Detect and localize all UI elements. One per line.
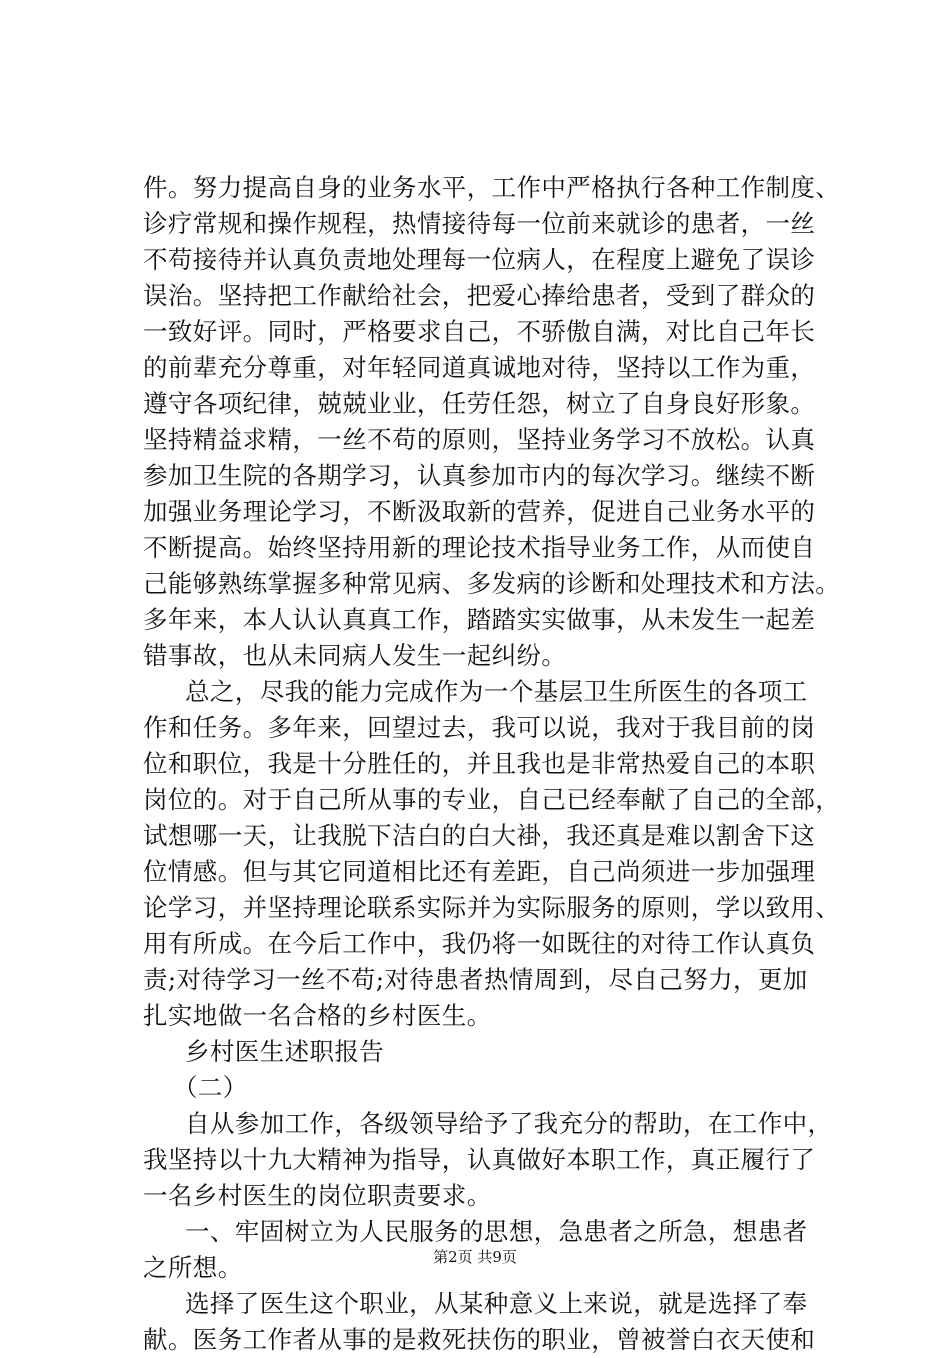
section-title: 乡村医生述职报告 <box>185 1037 385 1066</box>
text-line: 用有所成。在今后工作中，我仍将一如既往的对待工作认真负 <box>143 929 816 958</box>
text-line: 试想哪一天，让我脱下洁白的白大褂，我还真是难以割舍下这 <box>143 821 816 850</box>
text-line: 之所想。 <box>143 1253 243 1282</box>
subheading-line: 一、牢固树立为人民服务的思想，急患者之所急，想患者 <box>185 1217 808 1246</box>
document-body <box>143 170 843 1358</box>
text-line: 岗位的。对于自己所从事的专业，自己已经奉献了自己的全部， <box>143 785 841 814</box>
text-line: 误治。坚持把工作献给社会，把爱心捧给患者，受到了群众的 <box>143 281 816 310</box>
text-line: 件。努力提高自身的业务水平，工作中严格执行各种工作制度、 <box>143 173 841 202</box>
text-line: 坚持精益求精，一丝不苟的原则，坚持业务学习不放松。认真 <box>143 425 816 454</box>
text-line: 位和职位，我是十分胜任的，并且我也是非常热爱自己的本职 <box>143 749 816 778</box>
text-line: 多年来，本人认认真真工作，踏踏实实做事，从未发生一起差 <box>143 605 816 634</box>
page-number-footer: 第2页 共9页 <box>433 1248 517 1266</box>
text-line: 一名乡村医生的岗位职责要求。 <box>143 1181 492 1210</box>
text-line: 论学习，并坚持理论联系实际并为实际服务的原则，学以致用、 <box>143 893 841 922</box>
paragraph-start-line: 自从参加工作，各级领导给予了我充分的帮助，在工作中， <box>185 1109 833 1138</box>
text-line: 责;对待学习一丝不苟;对待患者热情周到，尽自己努力，更加 <box>143 965 808 994</box>
text-line: 不断提高。始终坚持用新的理论技术指导业务工作，从而使自 <box>143 533 816 562</box>
text-line: 诊疗常规和操作规程，热情接待每一位前来就诊的患者，一丝 <box>143 209 816 238</box>
section-number: （二） <box>173 1073 248 1102</box>
text-line: 献。医务工作者从事的是救死扶伤的职业，曾被誉白衣天使和 <box>143 1325 816 1354</box>
text-line: 作和任务。多年来，回望过去，我可以说，我对于我目前的岗 <box>143 713 816 742</box>
paragraph-start-line: 总之，尽我的能力完成作为一个基层卫生所医生的各项工 <box>185 677 808 706</box>
text-line: 扎实地做一名合格的乡村医生。 <box>143 1001 492 1030</box>
text-line: 遵守各项纪律，兢兢业业，任劳任怨，树立了自身良好形象。 <box>143 389 816 418</box>
text-line: 一致好评。同时，严格要求自己，不骄傲自满，对比自己年长 <box>143 317 816 346</box>
text-line: 己能够熟练掌握多种常见病、多发病的诊断和处理技术和方法。 <box>143 569 841 598</box>
text-line: 我坚持以十九大精神为指导，认真做好本职工作，真正履行了 <box>143 1145 816 1174</box>
text-line: 不苟接待并认真负责地处理每一位病人，在程度上避免了误诊 <box>143 245 816 274</box>
text-line: 参加卫生院的各期学习，认真参加市内的每次学习。继续不断 <box>143 461 816 490</box>
text-line: 错事故，也从未同病人发生一起纠纷。 <box>143 641 567 670</box>
paragraph-start-line: 选择了医生这个职业，从某种意义上来说，就是选择了奉 <box>185 1289 808 1318</box>
text-line: 加强业务理论学习，不断汲取新的营养，促进自己业务水平的 <box>143 497 816 526</box>
text-line: 的前辈充分尊重，对年轻同道真诚地对待，坚持以工作为重， <box>143 353 816 382</box>
text-line: 位情感。但与其它同道相比还有差距，自己尚须进一步加强理 <box>143 857 816 886</box>
